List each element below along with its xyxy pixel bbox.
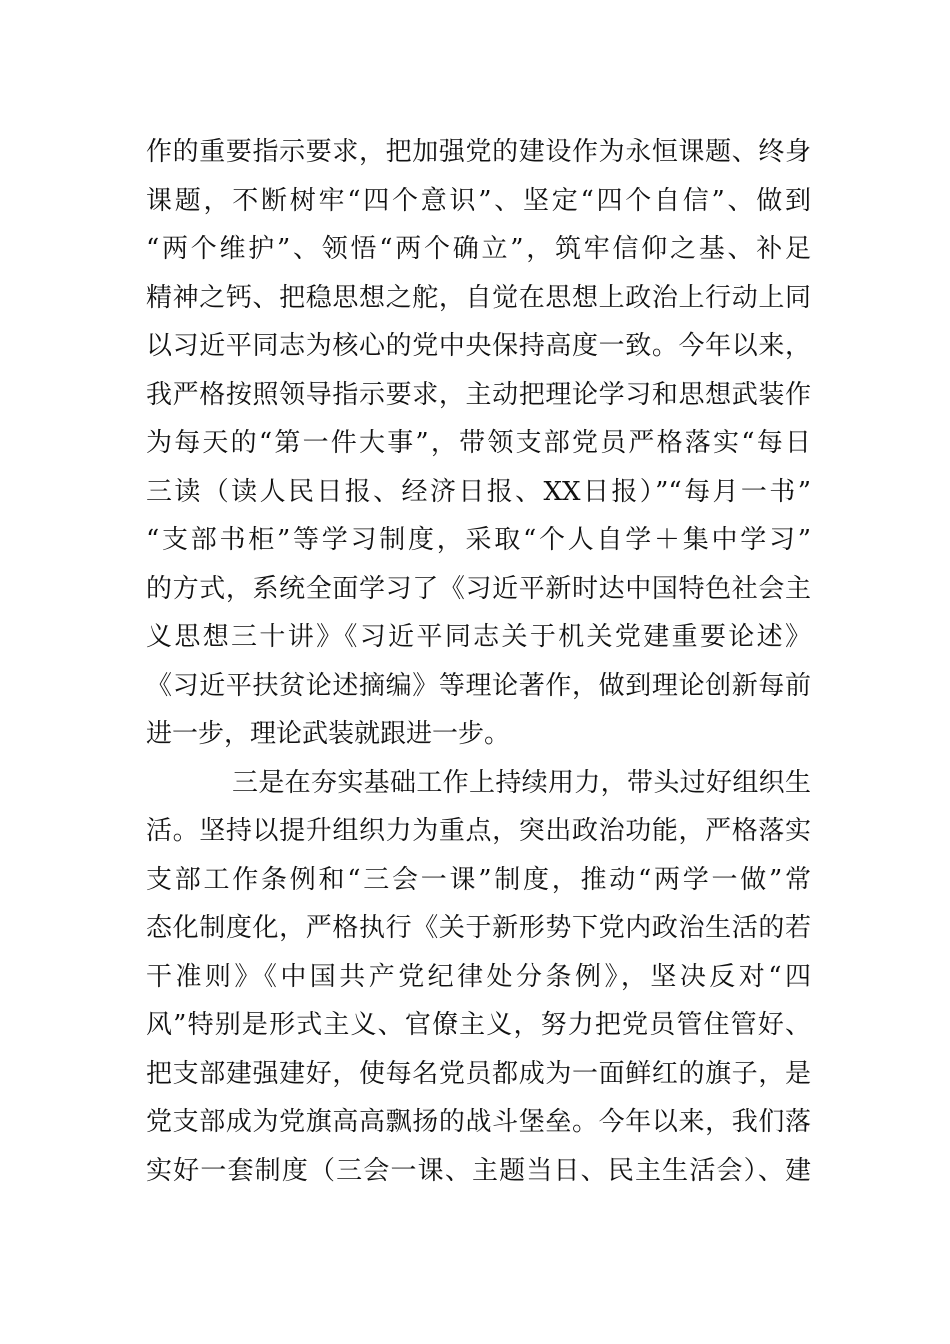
text-line: 干准则》《中国共产党纪律处分条例》，坚决反对“四 [146,961,811,992]
text-line: 实好一套制度（三会一课、主题当日、民主生活会）、建 [146,1155,811,1186]
text-line: “支部书柜”等学习制度，采取“个人自学＋集中学习” [146,525,811,555]
text-line: 以习近平同志为核心的党中央保持高度一致。今年以来， [146,331,811,361]
text-line: 三是在夯实基础工作上持续用力，带头过好组织生 [232,767,811,798]
text-line: 支部工作条例和“三会一课”制度，推动“两学一做”常 [146,864,811,895]
text-line: 《习近平扶贫论述摘编》等理论著作，做到理论创新每前 [146,670,811,701]
text-line: 活。坚持以提升组织力为重点，突出政治功能，严格落实 [146,816,811,846]
text-line: 课题，不断树牢“四个意识”、坚定“四个自信”、做到 [146,185,811,216]
text-line: 我严格按照领导指示要求，主动把理论学习和思想武装作 [146,379,811,410]
text-line: 态化制度化，严格执行《关于新形势下党内政治生活的若 [146,913,811,943]
text-line: “两个维护”、领悟“两个确立”，筑牢信仰之基、补足 [146,234,811,264]
text-line: 把支部建强建好，使每名党员都成为一面鲜红的旗子，是 [146,1058,811,1089]
text-line: 三读（读人民日报、经济日报、XX日报）”“每月一书” [146,476,811,507]
text-line: 义思想三十讲》《习近平同志关于机关党建重要论述》 [146,622,811,652]
text-line: 党支部成为党旗高高飘扬的战斗堡垒。今年以来，我们落 [146,1107,811,1137]
text-line: 进一步，理论武装就跟进一步。 [146,719,511,749]
text-line: 精神之钙、把稳思想之舵，自觉在思想上政治上行动上同 [146,282,811,313]
paragraph-2 [146,759,811,1196]
body-text [146,128,811,1195]
text-line: 的方式，系统全面学习了《习近平新时达中国特色社会主 [146,573,811,604]
text-line: 风”特别是形式主义、官僚主义，努力把党员管住管好、 [146,1010,811,1040]
text-line: 为每天的“第一件大事”，带领支部党员严格落实“每日 [146,428,811,458]
paragraph-1 [146,128,811,759]
text-line: 作的重要指示要求，把加强党的建设作为永恒课题、终身 [146,137,811,167]
